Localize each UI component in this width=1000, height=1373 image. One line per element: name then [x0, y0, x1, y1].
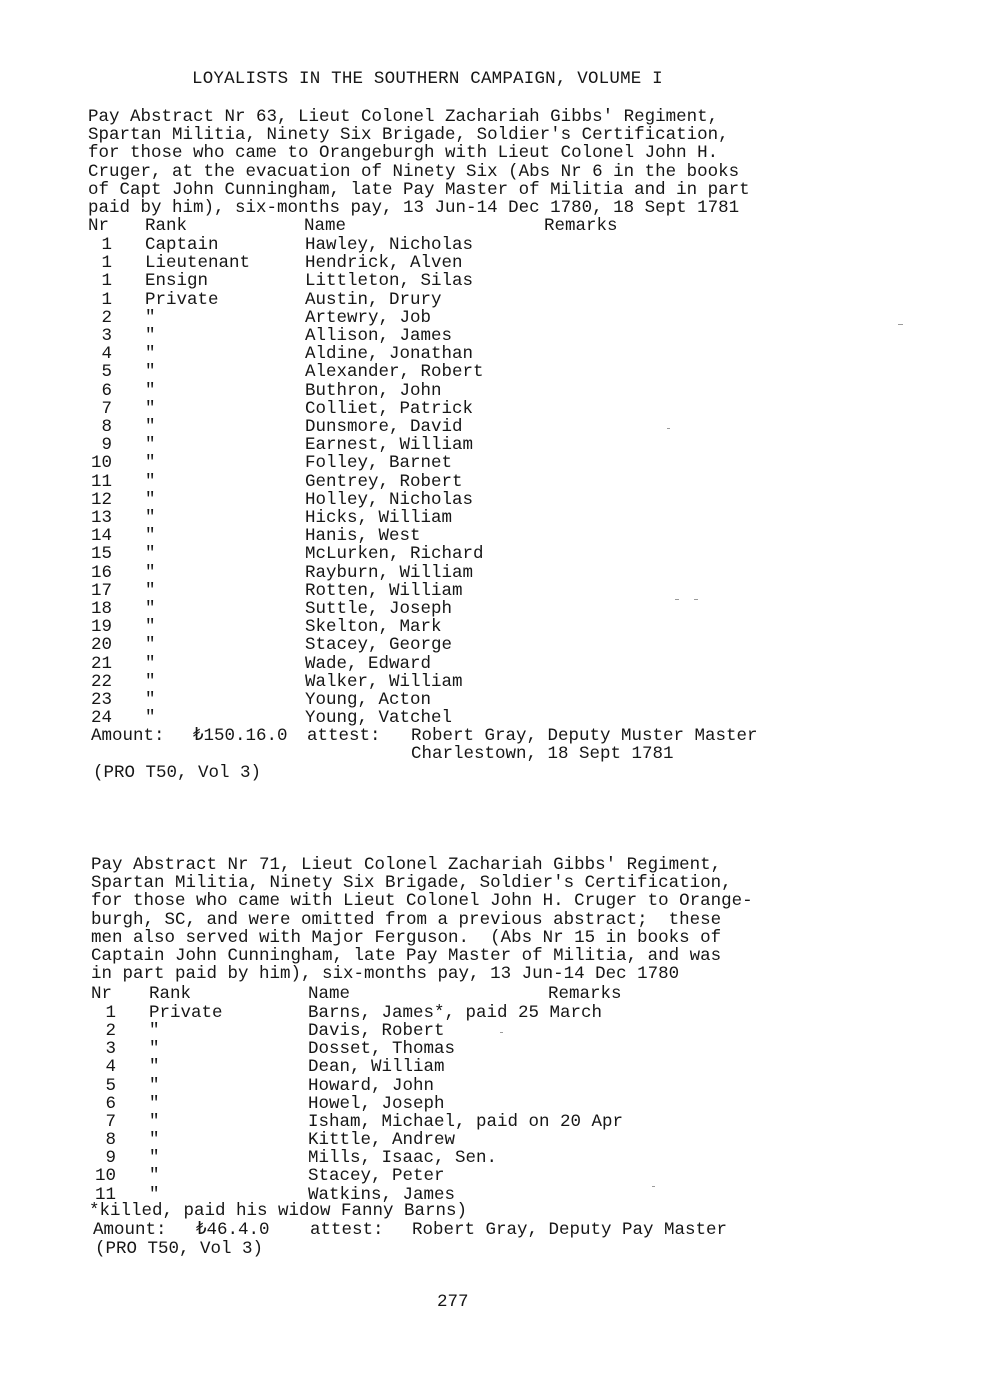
- roster-name: Wade, Edward: [305, 653, 432, 674]
- column-header-remarks: Remarks: [548, 984, 622, 1004]
- roster-name: McLurken, Richard: [305, 544, 484, 565]
- roster-row: [0, 454, 1000, 472]
- roster-nr: 2: [101, 307, 112, 328]
- roster-row: [0, 363, 1000, 381]
- roster-row: [0, 509, 1000, 527]
- attest-signatory: Robert Gray, Deputy Muster Master: [411, 726, 758, 746]
- running-head: LOYALISTS IN THE SOUTHERN CAMPAIGN, VOLUME I: [192, 69, 663, 89]
- roster-nr: 9: [101, 435, 112, 456]
- roster-name: Folley, Barnet: [305, 453, 453, 474]
- roster-nr: 24: [90, 708, 112, 729]
- roster-nr: 15: [90, 544, 112, 565]
- roster-rank: ": [145, 599, 156, 619]
- roster-rank: ": [145, 653, 156, 674]
- heading-line: in part paid by him), six-months pay, 13 Jun-14 Dec 1780: [91, 964, 680, 985]
- roster-nr: 3: [105, 1039, 116, 1060]
- roster-name: Watkins, James: [308, 1184, 456, 1205]
- roster-nr: 11: [94, 1184, 116, 1205]
- roster-nr: 23: [90, 690, 112, 710]
- column-header-name: Name: [304, 216, 347, 236]
- roster-row: [0, 709, 1000, 727]
- amount-value: ₺150.16.0: [193, 726, 288, 746]
- roster-nr: 13: [90, 508, 112, 528]
- roster-rank: ": [145, 489, 156, 510]
- heading-line: for those who came to Orangeburgh with Lieut Colonel John H.: [88, 143, 719, 164]
- roster-row: [0, 436, 1000, 454]
- roster-rank: ": [145, 526, 156, 547]
- roster-row: [0, 1113, 1000, 1131]
- roster-nr: 1: [101, 271, 112, 292]
- roster-name: Rotten, William: [305, 580, 463, 601]
- roster-rank: Captain: [145, 235, 219, 255]
- roster-row: [0, 691, 1000, 709]
- roster-name: Kittle, Andrew: [308, 1130, 456, 1151]
- roster-row: [0, 527, 1000, 545]
- roster-row: [0, 400, 1000, 418]
- roster-rank: ": [149, 1093, 160, 1114]
- roster-name: Hanis, West: [305, 526, 421, 547]
- roster-name: Walker, William: [305, 671, 463, 692]
- roster-rank: ": [149, 1039, 160, 1060]
- roster-nr: 8: [105, 1130, 116, 1151]
- roster-row: [0, 491, 1000, 509]
- roster-name: Skelton, Mark: [305, 617, 442, 638]
- roster-name: Hendrick, Alven: [305, 253, 463, 274]
- roster-rank: ": [145, 362, 156, 383]
- abstract-71-amount-line: [0, 1221, 1000, 1239]
- roster-rank: ": [149, 1057, 160, 1078]
- heading-line: paid by him), six-months pay, 13 Jun-14 Dec 1780, 18 Sept 1781: [88, 197, 740, 218]
- roster-rank: ": [145, 508, 156, 528]
- roster-name: Hicks, William: [305, 508, 453, 528]
- roster-row: [0, 272, 1000, 290]
- roster-nr: 3: [101, 326, 112, 346]
- roster-row: [0, 1077, 1000, 1095]
- column-header-rank: Rank: [145, 216, 188, 236]
- heading-line: Pay Abstract Nr 63, Lieut Colonel Zachariah Gibbs' Regiment,: [88, 107, 719, 127]
- scan-speck: [898, 324, 903, 325]
- roster-name: Holley, Nicholas: [305, 489, 474, 510]
- roster-nr: 1: [101, 253, 112, 274]
- roster-nr: 8: [101, 417, 112, 437]
- roster-rank: ": [145, 562, 156, 583]
- roster-name: Howel, Joseph: [308, 1093, 445, 1114]
- abstract-71-footnote: *killed, paid his widow Fanny Barns): [89, 1201, 468, 1221]
- roster-nr: 16: [90, 562, 112, 583]
- roster-nr: 20: [90, 635, 112, 656]
- roster-name: Stacey, Peter: [308, 1166, 445, 1187]
- roster-row: [0, 254, 1000, 272]
- column-header-nr: Nr: [88, 216, 110, 236]
- roster-nr: 22: [90, 671, 112, 692]
- roster-rank: ": [149, 1166, 160, 1187]
- roster-name: Isham, Michael, paid on 20 Apr: [308, 1111, 624, 1132]
- roster-rank: Ensign: [145, 271, 209, 292]
- roster-row: [0, 600, 1000, 618]
- roster-name: Aldine, Jonathan: [305, 344, 474, 365]
- roster-row: [0, 1040, 1000, 1058]
- roster-name: Davis, Robert: [308, 1021, 445, 1042]
- roster-nr: 11: [90, 471, 112, 492]
- heading-line: burgh, SC, and were omitted from a previous abstract; these: [91, 909, 722, 930]
- heading-line: Spartan Militia, Ninety Six Brigade, Soldier's Certification,: [88, 125, 729, 146]
- roster-name: Suttle, Joseph: [305, 599, 453, 619]
- roster-name: Young, Acton: [305, 690, 432, 710]
- roster-name: Austin, Drury: [305, 289, 442, 310]
- roster-nr: 21: [90, 653, 112, 674]
- roster-nr: 4: [101, 344, 112, 365]
- roster-nr: 17: [90, 580, 112, 601]
- roster-rank: ": [145, 417, 156, 437]
- roster-name: Colliet, Patrick: [305, 398, 474, 419]
- roster-rank: Private: [149, 1003, 223, 1023]
- roster-rank: ": [149, 1130, 160, 1151]
- abstract-71-column-headers: [0, 985, 1000, 1003]
- roster-rank: ": [145, 435, 156, 456]
- roster-rank: ": [145, 344, 156, 365]
- roster-nr: 10: [94, 1166, 116, 1187]
- roster-nr: 1: [101, 235, 112, 255]
- roster-nr: 5: [101, 362, 112, 383]
- roster-name: Littleton, Silas: [305, 271, 474, 292]
- attest-signatory: Robert Gray, Deputy Pay Master: [412, 1220, 728, 1240]
- column-header-name: Name: [308, 984, 351, 1004]
- abstract-63-column-headers: [0, 217, 1000, 235]
- roster-rank: ": [145, 617, 156, 638]
- roster-name: Mills, Isaac, Sen.: [308, 1148, 498, 1169]
- roster-name: Earnest, William: [305, 435, 474, 456]
- roster-row: [0, 1149, 1000, 1167]
- roster-name: Barns, James*, paid 25 March: [308, 1003, 603, 1023]
- roster-nr: 19: [90, 617, 112, 638]
- roster-row: [0, 418, 1000, 436]
- roster-nr: 1: [101, 289, 112, 310]
- roster-name: Young, Vatchel: [305, 708, 453, 729]
- roster-nr: 14: [90, 526, 112, 547]
- abstract-63-source: (PRO T50, Vol 3): [93, 763, 262, 783]
- column-header-nr: Nr: [91, 984, 113, 1004]
- roster-rank: ": [145, 398, 156, 419]
- roster-nr: 7: [101, 398, 112, 419]
- roster-row: [0, 1004, 1000, 1022]
- roster-nr: 2: [105, 1021, 116, 1042]
- roster-rank: ": [145, 580, 156, 601]
- page-number: 277: [437, 1292, 469, 1312]
- roster-nr: 18: [90, 599, 112, 619]
- roster-row: [0, 618, 1000, 636]
- scan-speck: [652, 1186, 655, 1187]
- roster-row: [0, 327, 1000, 345]
- roster-name: Stacey, George: [305, 635, 453, 656]
- attest-label: attest:: [307, 726, 381, 746]
- roster-rank: ": [149, 1111, 160, 1132]
- roster-row: [0, 673, 1000, 691]
- roster-name: Dean, William: [308, 1057, 445, 1078]
- scan-speck: [675, 599, 679, 600]
- roster-name: Rayburn, William: [305, 562, 474, 583]
- roster-rank: ": [145, 708, 156, 729]
- roster-nr: 10: [90, 453, 112, 474]
- roster-rank: ": [149, 1148, 160, 1169]
- roster-name: Dunsmore, David: [305, 417, 463, 437]
- roster-row: [0, 1058, 1000, 1076]
- roster-rank: ": [145, 635, 156, 656]
- roster-row: [0, 382, 1000, 400]
- roster-name: Dosset, Thomas: [308, 1039, 456, 1060]
- roster-rank: Lieutenant: [145, 253, 251, 274]
- roster-rank: ": [145, 326, 156, 346]
- roster-name: Allison, James: [305, 326, 453, 346]
- roster-name: Gentrey, Robert: [305, 471, 463, 492]
- roster-row: [0, 291, 1000, 309]
- roster-nr: 9: [105, 1148, 116, 1169]
- roster-rank: ": [145, 544, 156, 565]
- roster-row: [0, 1131, 1000, 1149]
- roster-rank: Private: [145, 289, 219, 310]
- roster-rank: ": [145, 671, 156, 692]
- abstract-63-heading: [88, 108, 750, 217]
- roster-row: [0, 1095, 1000, 1113]
- scan-speck: [694, 599, 698, 600]
- roster-nr: 4: [105, 1057, 116, 1078]
- roster-rank: ": [145, 380, 156, 401]
- roster-rank: ": [149, 1184, 160, 1205]
- roster-name: Howard, John: [308, 1075, 435, 1096]
- amount-value: ₺46.4.0: [196, 1220, 270, 1240]
- roster-row: [0, 636, 1000, 654]
- roster-name: Alexander, Robert: [305, 362, 484, 383]
- roster-rank: ": [145, 471, 156, 492]
- roster-rank: ": [149, 1075, 160, 1096]
- roster-nr: 6: [101, 380, 112, 401]
- roster-nr: 1: [105, 1003, 116, 1023]
- roster-row: [0, 309, 1000, 327]
- roster-row: [0, 564, 1000, 582]
- heading-line: Cruger, at the evacuation of Ninety Six (Abs Nr 6 in the books: [88, 161, 740, 182]
- roster-name: Buthron, John: [305, 380, 442, 401]
- roster-row: [0, 1167, 1000, 1185]
- attest-label: attest:: [310, 1220, 384, 1240]
- column-header-remarks: Remarks: [544, 216, 618, 236]
- amount-label: Amount:: [91, 726, 165, 746]
- roster-rank: ": [149, 1021, 160, 1042]
- roster-rank: ": [145, 453, 156, 474]
- heading-line: Pay Abstract Nr 71, Lieut Colonel Zachariah Gibbs' Regiment,: [91, 855, 722, 875]
- heading-line: Spartan Militia, Ninety Six Brigade, Soldier's Certification,: [91, 873, 732, 894]
- roster-name: Artewry, Job: [305, 307, 432, 328]
- roster-row: [0, 345, 1000, 363]
- scan-speck: [667, 428, 670, 429]
- abstract-71-source: (PRO T50, Vol 3): [95, 1239, 264, 1259]
- roster-nr: 7: [105, 1111, 116, 1132]
- roster-rank: ": [145, 690, 156, 710]
- abstract-63-amount-line: [0, 727, 1000, 745]
- roster-name: Hawley, Nicholas: [305, 235, 474, 255]
- attest-place-date: Charlestown, 18 Sept 1781: [411, 744, 674, 764]
- roster-row: [0, 236, 1000, 254]
- roster-nr: 12: [90, 489, 112, 510]
- column-header-rank: Rank: [149, 984, 192, 1004]
- roster-nr: 6: [105, 1093, 116, 1114]
- roster-row: [0, 655, 1000, 673]
- roster-row: [0, 582, 1000, 600]
- heading-line: of Capt John Cunningham, late Pay Master of Militia and in part: [88, 179, 750, 200]
- heading-line: men also served with Major Ferguson. (Abs Nr 15 in books of: [91, 927, 722, 948]
- roster-row: [0, 473, 1000, 491]
- roster-rank: ": [145, 307, 156, 328]
- amount-label: Amount:: [93, 1220, 167, 1240]
- heading-line: Captain John Cunningham, late Pay Master of Militia, and was: [91, 945, 722, 966]
- heading-line: for those who came with Lieut Colonel John H. Cruger to Orange-: [91, 891, 753, 912]
- abstract-71-heading: [91, 856, 753, 983]
- roster-row: [0, 545, 1000, 563]
- scan-speck: [500, 1032, 503, 1033]
- roster-nr: 5: [105, 1075, 116, 1096]
